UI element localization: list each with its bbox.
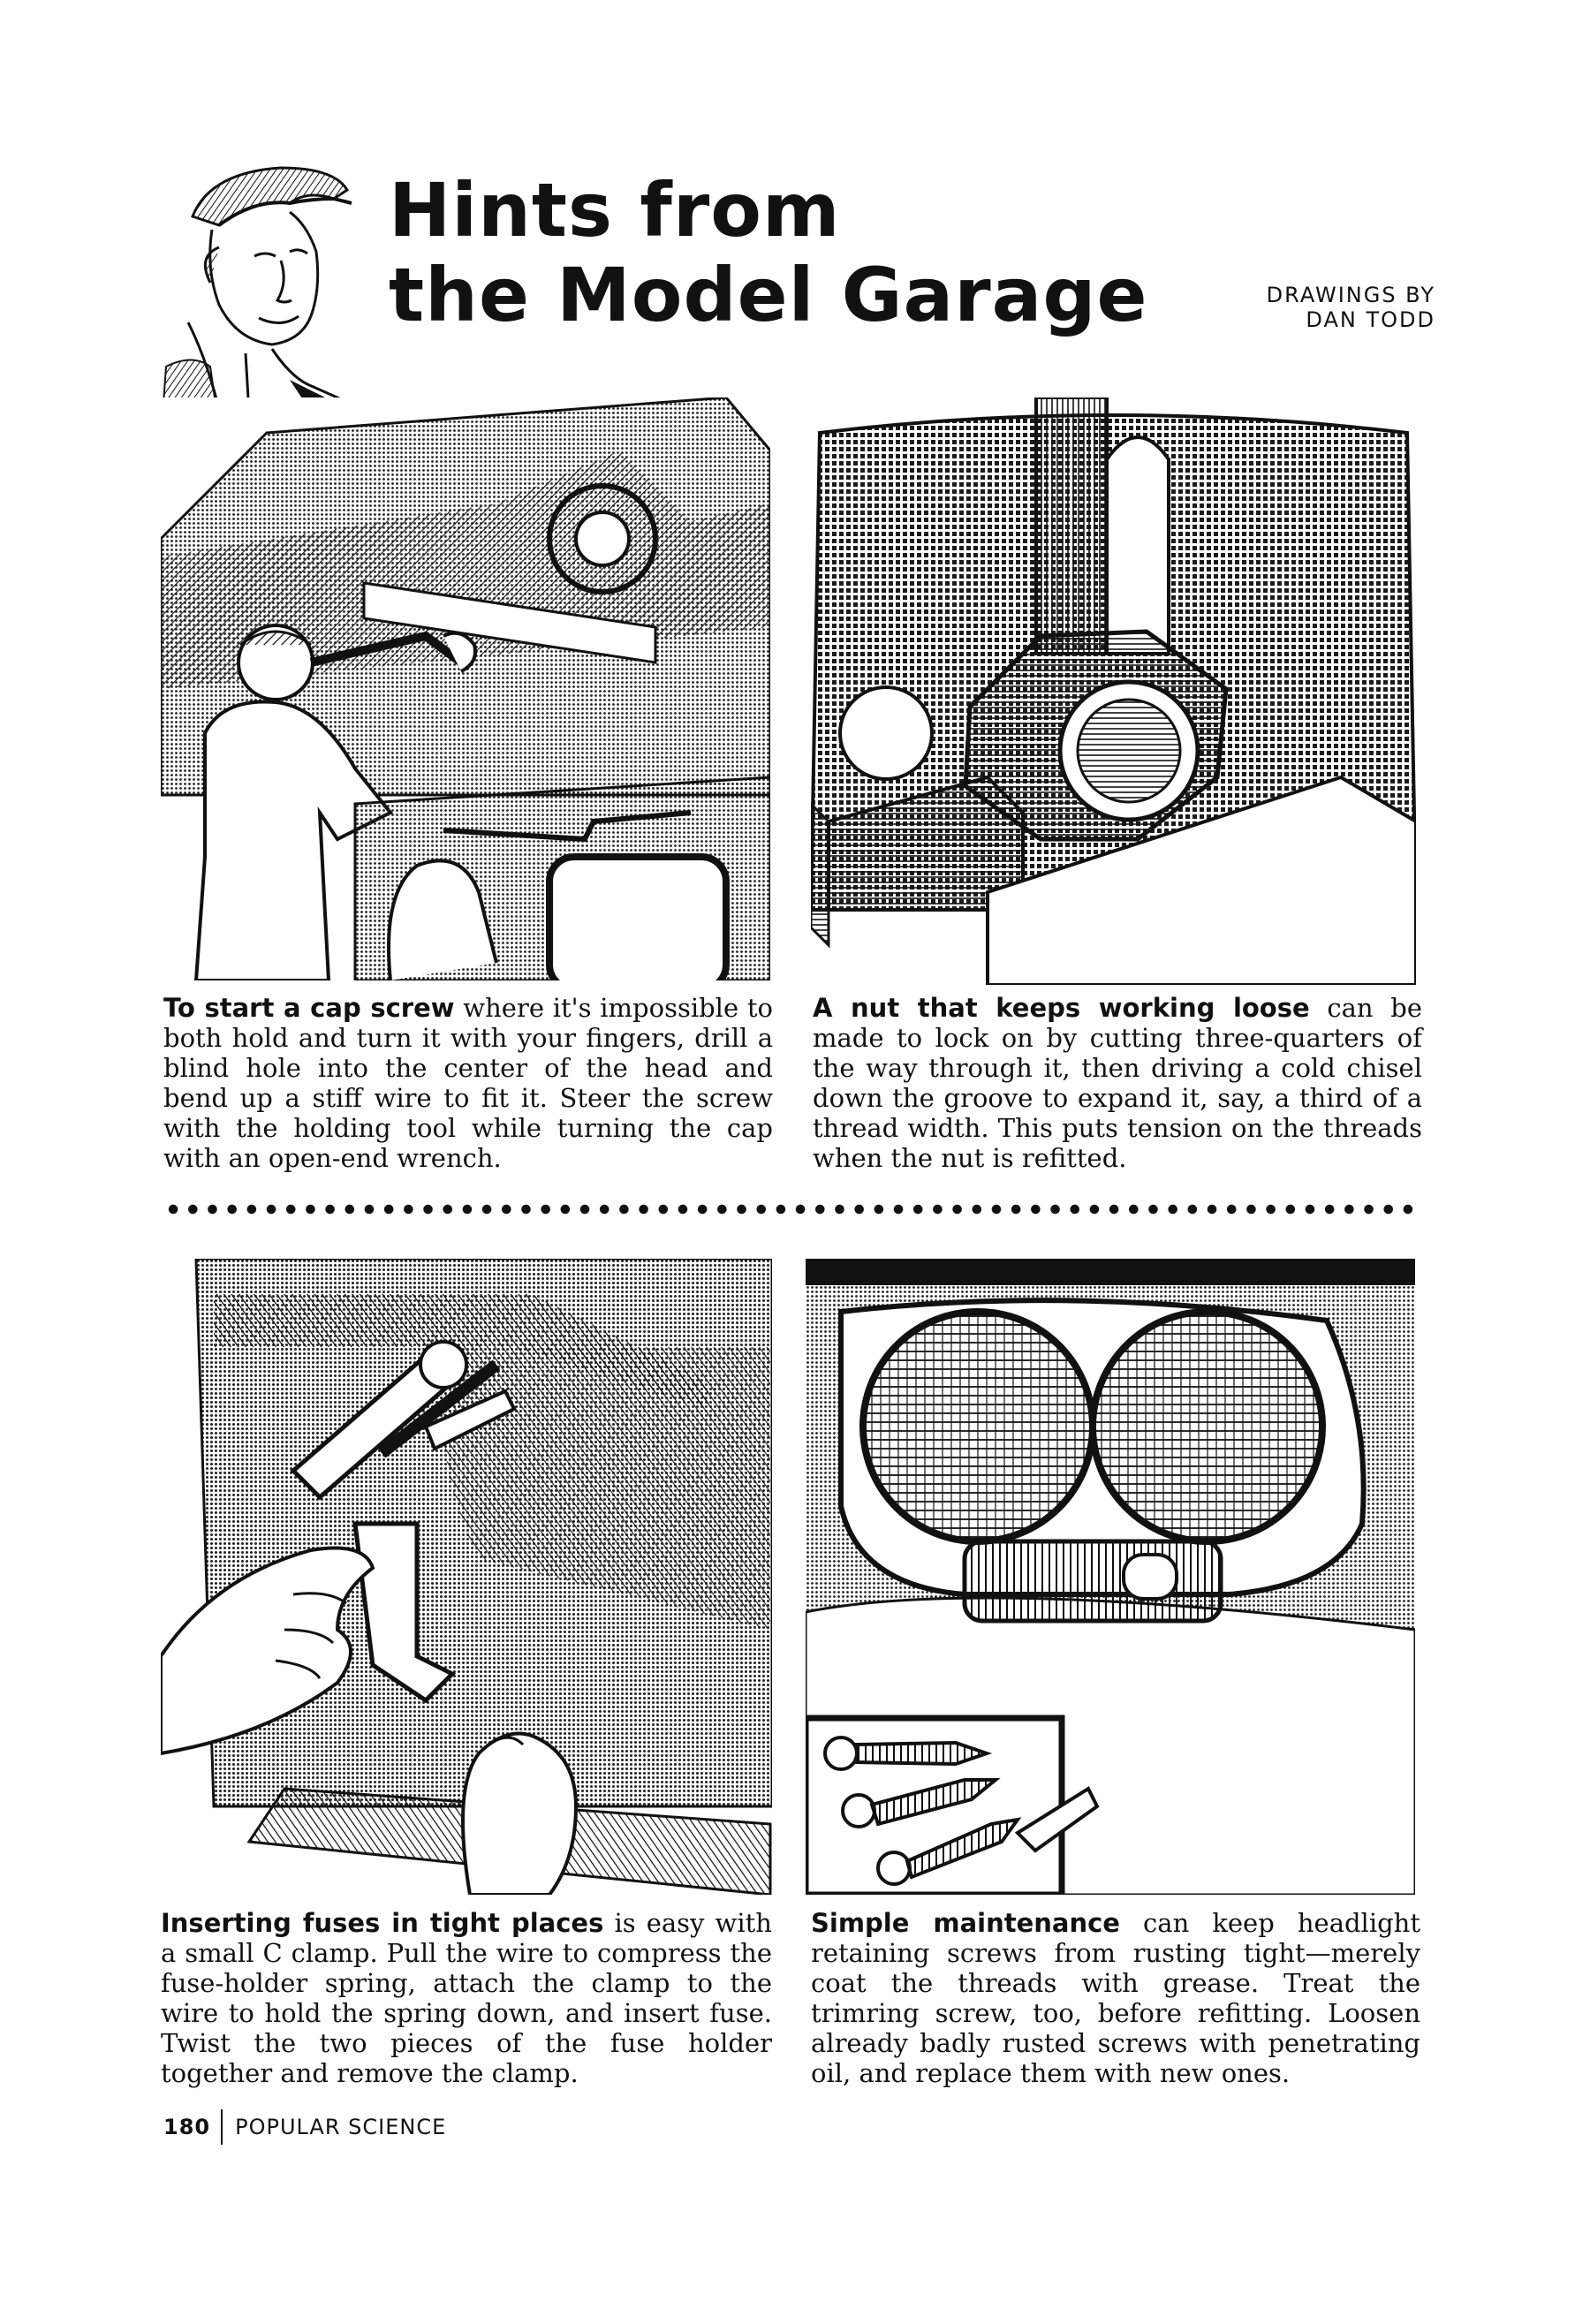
- caption-body: is easy with a small C clamp. Pull the wire to compress the fuse-holder spring, attach the clamp to the wire to hold the spring down, and insert fuse. Twist the two pieces of the fuse holder together and remove the clamp.: [161, 1908, 772, 2088]
- cap-screw-illustration: [161, 397, 770, 980]
- caption-lead: Inserting fuses in tight places: [161, 1908, 604, 1938]
- caption-cap-screw: [163, 993, 773, 1173]
- headlight-screws-illustration: [806, 1259, 1415, 1895]
- locking-nut-illustration: [811, 397, 1416, 985]
- caption-body: can be made to lock on by cutting three-quarters of the way through it, then driving a cold chisel down the groove to expand it, say, a third of a thread width. This puts tension on the threads when the nut is refitted.: [813, 993, 1423, 1173]
- page-footer: [163, 2109, 446, 2145]
- caption-lead: A nut that keeps working loose: [813, 993, 1310, 1023]
- caption-fuse-clamp: [161, 1908, 772, 2088]
- caption-body: where it's impossible to both hold and turn it with your fingers, drill a blind hole into the center of the head and bend up a stiff wire to fit it. Steer the screw with the holding tool while turning the cap with an open-end wrench.: [163, 993, 773, 1173]
- caption-lead: Simple maintenance: [811, 1908, 1120, 1938]
- fuse-clamp-illustration: [161, 1259, 772, 1895]
- footer-rule: [221, 2109, 223, 2145]
- illustration-credit: [1232, 283, 1435, 332]
- caption-headlight-screws: [811, 1908, 1420, 2088]
- title-line-2: the Model Garage: [389, 252, 1148, 338]
- mechanic-portrait-illustration: [157, 163, 356, 428]
- page-title: [389, 168, 1184, 337]
- caption-body: can keep headlight retaining screws from rusting tight—merely coat the threads with grease. Treat the trimring screw, too, before refitting. Loosen already badly rusted screws with penetrating oil, and replace them with new ones.: [811, 1908, 1420, 2088]
- caption-locking-nut: [813, 993, 1422, 1173]
- title-line-1: Hints from: [389, 167, 841, 254]
- credit-line-2: DAN TODD: [1306, 307, 1435, 332]
- page-number: 180: [163, 2115, 211, 2139]
- publication-name: POPULAR SCIENCE: [235, 2115, 447, 2139]
- credit-line-1: DRAWINGS BY: [1266, 283, 1435, 307]
- dotted-divider: [163, 1203, 1418, 1215]
- caption-lead: To start a cap screw: [163, 993, 455, 1023]
